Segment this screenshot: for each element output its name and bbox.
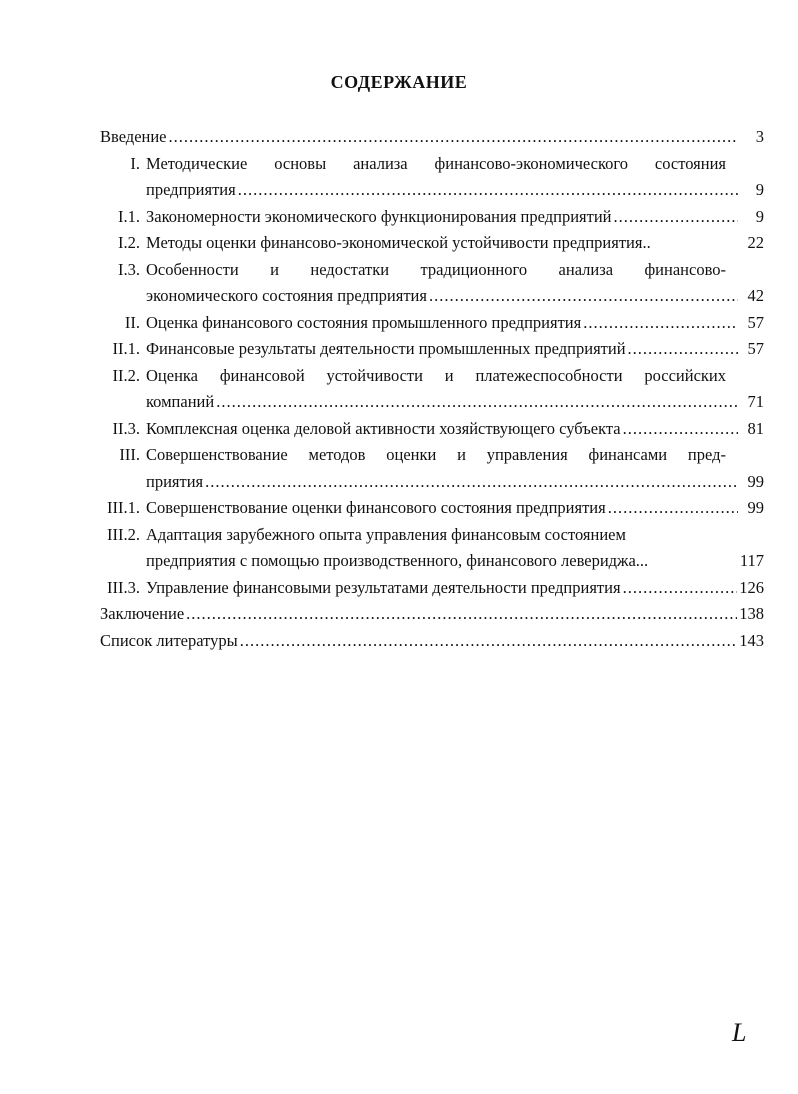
toc-entry-text: Оценка финансового состояния промышленного предприятия xyxy=(146,312,582,332)
toc-entry-page: 71 xyxy=(747,392,764,411)
toc-entry-number: II. xyxy=(124,312,140,332)
toc-entry xyxy=(100,230,764,257)
toc-entry-number: I.1. xyxy=(118,206,140,226)
toc-entry-page: 138 xyxy=(739,604,764,623)
toc-entry-text: Заключение xyxy=(100,604,185,623)
toc-entry-continuation xyxy=(100,283,764,310)
toc-entry-text: Финансовые результаты деятельности промышленных предприятий xyxy=(146,339,626,358)
toc-entry xyxy=(100,124,764,151)
toc-entry-text-cont: приятия xyxy=(146,471,204,491)
toc-entry-page: 9 xyxy=(755,180,764,199)
toc-entry-text: Закономерности экономического функционирования предприятий xyxy=(146,206,612,226)
toc-entry-text-cont: экономического состояния предприятия xyxy=(146,286,427,305)
toc-entry xyxy=(100,522,764,549)
toc-entry xyxy=(100,336,764,363)
toc-entry xyxy=(100,442,764,469)
toc-entry-number: III.1. xyxy=(107,498,140,517)
toc-entry-page: 3 xyxy=(755,127,764,146)
toc-entry-continuation xyxy=(100,389,764,416)
toc-entry-number: II.3. xyxy=(112,418,140,438)
toc-entry-page: 117 xyxy=(739,551,764,570)
toc-entry-text-cont: предприятия с помощью производственного, финансового левериджа... xyxy=(146,551,649,570)
toc-entry-page: 42 xyxy=(747,286,764,305)
toc-entry-text: Совершенствование методов оценки и управления финансами пред- xyxy=(146,445,726,464)
toc-entry xyxy=(100,601,764,628)
toc-entry-page: 57 xyxy=(747,339,764,358)
toc-entry xyxy=(100,363,764,390)
toc-entry-page: 81 xyxy=(747,418,764,438)
toc-entry-continuation xyxy=(100,469,764,496)
toc-entry xyxy=(100,204,764,231)
toc-entry-text: Комплексная оценка деловой активности хозяйствующего субъекта xyxy=(146,418,621,438)
toc-entry xyxy=(100,628,764,655)
page-title: СОДЕРЖАНИЕ xyxy=(330,72,468,92)
toc-entry-text: Введение xyxy=(100,127,167,146)
handwritten-mark: L xyxy=(732,1018,747,1047)
toc-entry-number: III.2. xyxy=(107,524,140,544)
toc-entry xyxy=(100,416,764,443)
toc-entry-page: 99 xyxy=(747,471,764,491)
toc-entry-text: Особенности и недостатки традиционного анализа финансово- xyxy=(146,259,726,279)
toc-entry-text: Список литературы xyxy=(100,630,238,650)
toc-entry-number: I. xyxy=(130,153,140,173)
toc-entry-text: Оценка финансовой устойчивости и платежеспособности российских xyxy=(146,365,726,385)
toc-entry-page: 126 xyxy=(739,577,764,597)
toc-entry-number: I.2. xyxy=(118,233,140,252)
toc-entry-number: I.3. xyxy=(118,259,140,279)
toc-entry-text: Методические основы анализа финансово-экономического состояния xyxy=(146,153,726,173)
toc-entry-number: II.2. xyxy=(112,365,140,385)
toc-entry-number: III. xyxy=(119,445,140,464)
toc-entry-text: Управление финансовыми результатами деятельности предприятия xyxy=(146,577,621,597)
toc-entry-text-cont: компаний xyxy=(146,392,215,411)
toc-entry xyxy=(100,495,764,522)
toc-entry-continuation xyxy=(100,548,764,575)
toc-entry xyxy=(100,575,764,602)
toc-entry-page: 99 xyxy=(747,498,764,517)
toc-entry-page: 9 xyxy=(755,206,764,226)
toc-entry-number: III.3. xyxy=(107,577,140,597)
toc-entry-text: Адаптация зарубежного опыта управления финансовым состоянием xyxy=(146,524,626,544)
toc-entry-continuation xyxy=(100,177,764,204)
toc-entry-text-cont: предприятия xyxy=(146,180,236,199)
toc-entry-text: Методы оценки финансово-экономической устойчивости предприятия.. xyxy=(146,233,651,252)
toc-entry-page: 143 xyxy=(739,630,764,650)
toc-entry-text: Совершенствование оценки финансового состояния предприятия xyxy=(146,498,606,517)
toc-entry xyxy=(100,151,764,178)
toc-entry-number: II.1. xyxy=(112,339,140,358)
toc-entry xyxy=(100,257,764,284)
toc-entry-page: 22 xyxy=(747,233,764,252)
toc-entry xyxy=(100,310,764,337)
toc-entry-page: 57 xyxy=(747,312,764,332)
